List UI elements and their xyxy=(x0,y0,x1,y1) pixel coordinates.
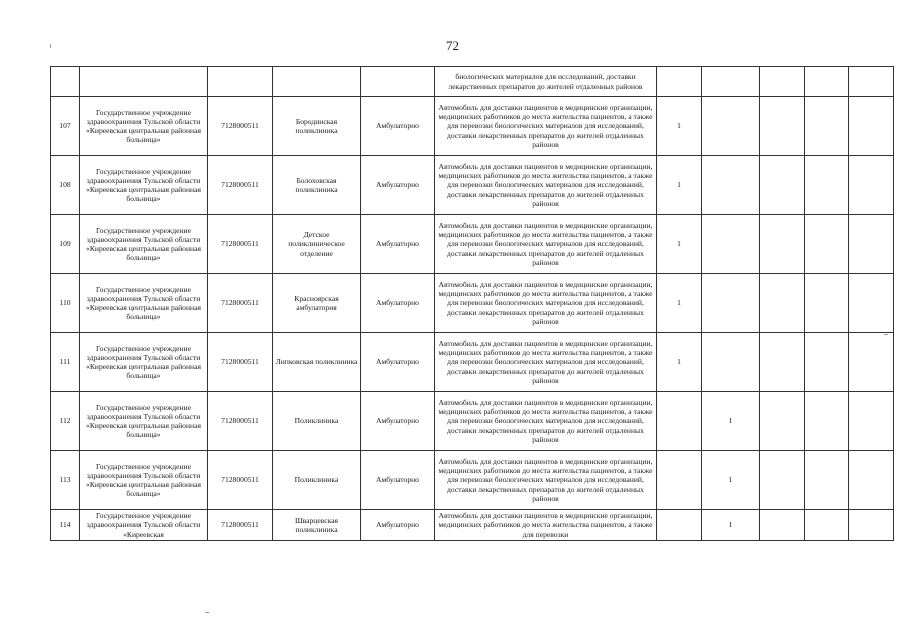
count-cell xyxy=(657,510,702,541)
count-cell: 1 xyxy=(702,392,760,451)
count-cell: 1 xyxy=(657,333,702,392)
table-row xyxy=(51,97,894,156)
table-row xyxy=(51,156,894,215)
unit-cell: Поликлиника xyxy=(273,392,361,451)
table-row xyxy=(51,333,894,392)
count-cell: 1 xyxy=(657,156,702,215)
organization-cell: Государственное учреждение здравоохранения Тульской области «Киреевская центральная районная больница» xyxy=(80,333,208,392)
unit-cell: Липковская поликлиника xyxy=(273,333,361,392)
count-cell xyxy=(805,156,849,215)
count-cell xyxy=(849,510,894,541)
unit-cell: Красноярская амбулатория xyxy=(273,274,361,333)
organization-cell: Государственное учреждение здравоохранения Тульской области «Киреевская центральная районная больница» xyxy=(80,451,208,510)
count-cell xyxy=(760,333,805,392)
scan-mark xyxy=(50,44,51,48)
count-cell xyxy=(805,215,849,274)
count-cell xyxy=(849,333,894,392)
care-type-cell: Амбулаторно xyxy=(361,156,435,215)
scan-mark xyxy=(205,612,209,613)
count-cell xyxy=(760,510,805,541)
count-cell xyxy=(849,451,894,510)
care-type-cell: Амбулаторно xyxy=(361,274,435,333)
unit-cell xyxy=(273,67,361,97)
count-cell: 1 xyxy=(702,510,760,541)
description-cell: Автомобиль для доставки пациентов в медицинские организации, медицинских работников до места жительства пациентов, а также для перевозки биологических материалов для исследований, доставки лекарственных препаратов до жителей отдаленных районов xyxy=(435,451,657,510)
page-number: 72 xyxy=(446,38,459,53)
unit-cell: Поликлиника xyxy=(273,451,361,510)
row-number-cell: 110 xyxy=(51,274,80,333)
count-cell xyxy=(849,274,894,333)
row-number-cell xyxy=(51,67,80,97)
table-row xyxy=(51,215,894,274)
inn-cell: 7128000511 xyxy=(208,510,273,541)
count-cell xyxy=(657,67,702,97)
count-cell xyxy=(805,274,849,333)
row-number-cell: 108 xyxy=(51,156,80,215)
organization-cell: Государственное учреждение здравоохранения Тульской области «Киреевская центральная районная больница» xyxy=(80,156,208,215)
count-cell xyxy=(805,510,849,541)
inn-cell: 7128000511 xyxy=(208,215,273,274)
care-type-cell: Амбулаторно xyxy=(361,333,435,392)
count-cell xyxy=(657,451,702,510)
description-cell: Автомобиль для доставки пациентов в медицинские организации, медицинских работников до места жительства пациентов, а также для перевозки биологических материалов для исследований, доставки лекарственных препаратов до жителей отдаленных районов xyxy=(435,97,657,156)
description-cell: Автомобиль для доставки пациентов в медицинские организации, медицинских работников до места жительства пациентов, а также для перевозки xyxy=(435,510,657,541)
count-cell xyxy=(805,67,849,97)
unit-cell: Болоховская поликлиника xyxy=(273,156,361,215)
row-number-cell: 112 xyxy=(51,392,80,451)
unit-cell: Бородинская поликлиника xyxy=(273,97,361,156)
care-type-cell: Амбулаторно xyxy=(361,97,435,156)
table-row xyxy=(51,451,894,510)
inn-cell: 7128000511 xyxy=(208,274,273,333)
count-cell xyxy=(760,67,805,97)
table-row xyxy=(51,67,894,97)
count-cell xyxy=(849,97,894,156)
description-cell: биологических материалов для исследований, доставки лекарственных препаратов до жителей отдаленных районов xyxy=(435,67,657,97)
count-cell xyxy=(702,333,760,392)
count-cell xyxy=(849,392,894,451)
care-type-cell: Амбулаторно xyxy=(361,215,435,274)
count-cell xyxy=(760,451,805,510)
count-cell xyxy=(805,392,849,451)
organization-cell: Государственное учреждение здравоохранения Тульской области «Киреевская центральная районная больница» xyxy=(80,392,208,451)
inn-cell: 7128000511 xyxy=(208,97,273,156)
count-cell: 1 xyxy=(657,215,702,274)
vehicle-registry-table xyxy=(50,66,894,541)
table-row xyxy=(51,392,894,451)
organization-cell: Государственное учреждение здравоохранения Тульской области «Киреевская xyxy=(80,510,208,541)
organization-cell: Государственное учреждение здравоохранения Тульской области «Киреевская центральная районная больница» xyxy=(80,97,208,156)
description-cell: Автомобиль для доставки пациентов в медицинские организации, медицинских работников до места жительства пациентов, а также для перевозки биологических материалов для исследований, доставки лекарственных препаратов до жителей отдаленных районов xyxy=(435,333,657,392)
row-number-cell: 107 xyxy=(51,97,80,156)
description-cell: Автомобиль для доставки пациентов в медицинские организации, медицинских работников до места жительства пациентов, а также для перевозки биологических материалов для исследований, доставки лекарственных препаратов до жителей отдаленных районов xyxy=(435,215,657,274)
unit-cell: Детское поликлиническое отделение xyxy=(273,215,361,274)
count-cell: 1 xyxy=(702,451,760,510)
row-number-cell: 109 xyxy=(51,215,80,274)
count-cell xyxy=(702,274,760,333)
organization-cell xyxy=(80,67,208,97)
care-type-cell: Амбулаторно xyxy=(361,392,435,451)
inn-cell: 7128000511 xyxy=(208,451,273,510)
count-cell xyxy=(702,97,760,156)
table-row xyxy=(51,274,894,333)
organization-cell: Государственное учреждение здравоохранения Тульской области «Киреевская центральная районная больница» xyxy=(80,274,208,333)
care-type-cell: Амбулаторно xyxy=(361,451,435,510)
inn-cell xyxy=(208,67,273,97)
count-cell xyxy=(657,392,702,451)
care-type-cell: Амбулаторно xyxy=(361,510,435,541)
table-row xyxy=(51,510,894,541)
count-cell xyxy=(702,156,760,215)
count-cell xyxy=(849,67,894,97)
organization-cell: Государственное учреждение здравоохранения Тульской области «Киреевская центральная районная больница» xyxy=(80,215,208,274)
count-cell xyxy=(702,215,760,274)
description-cell: Автомобиль для доставки пациентов в медицинские организации, медицинских работников до места жительства пациентов, а также для перевозки биологических материалов для исследований, доставки лекарственных препаратов до жителей отдаленных районов xyxy=(435,392,657,451)
inn-cell: 7128000511 xyxy=(208,392,273,451)
count-cell xyxy=(760,156,805,215)
count-cell xyxy=(760,97,805,156)
count-cell: 1 xyxy=(657,97,702,156)
count-cell xyxy=(805,451,849,510)
scan-mark xyxy=(884,334,888,335)
inn-cell: 7128000511 xyxy=(208,156,273,215)
count-cell xyxy=(805,333,849,392)
row-number-cell: 114 xyxy=(51,510,80,541)
row-number-cell: 111 xyxy=(51,333,80,392)
count-cell xyxy=(702,67,760,97)
care-type-cell xyxy=(361,67,435,97)
count-cell xyxy=(760,215,805,274)
count-cell xyxy=(805,97,849,156)
count-cell xyxy=(760,274,805,333)
inn-cell: 7128000511 xyxy=(208,333,273,392)
count-cell: 1 xyxy=(657,274,702,333)
unit-cell: Шварцевская поликлиника xyxy=(273,510,361,541)
count-cell xyxy=(760,392,805,451)
count-cell xyxy=(849,156,894,215)
row-number-cell: 113 xyxy=(51,451,80,510)
count-cell xyxy=(849,215,894,274)
description-cell: Автомобиль для доставки пациентов в медицинские организации, медицинских работников до места жительства пациентов, а также для перевозки биологических материалов для исследований, доставки лекарственных препаратов до жителей отдаленных районов xyxy=(435,156,657,215)
description-cell: Автомобиль для доставки пациентов в медицинские организации, медицинских работников до места жительства пациентов, а также для перевозки биологических материалов для исследований, доставки лекарственных препаратов до жителей отдаленных районов xyxy=(435,274,657,333)
